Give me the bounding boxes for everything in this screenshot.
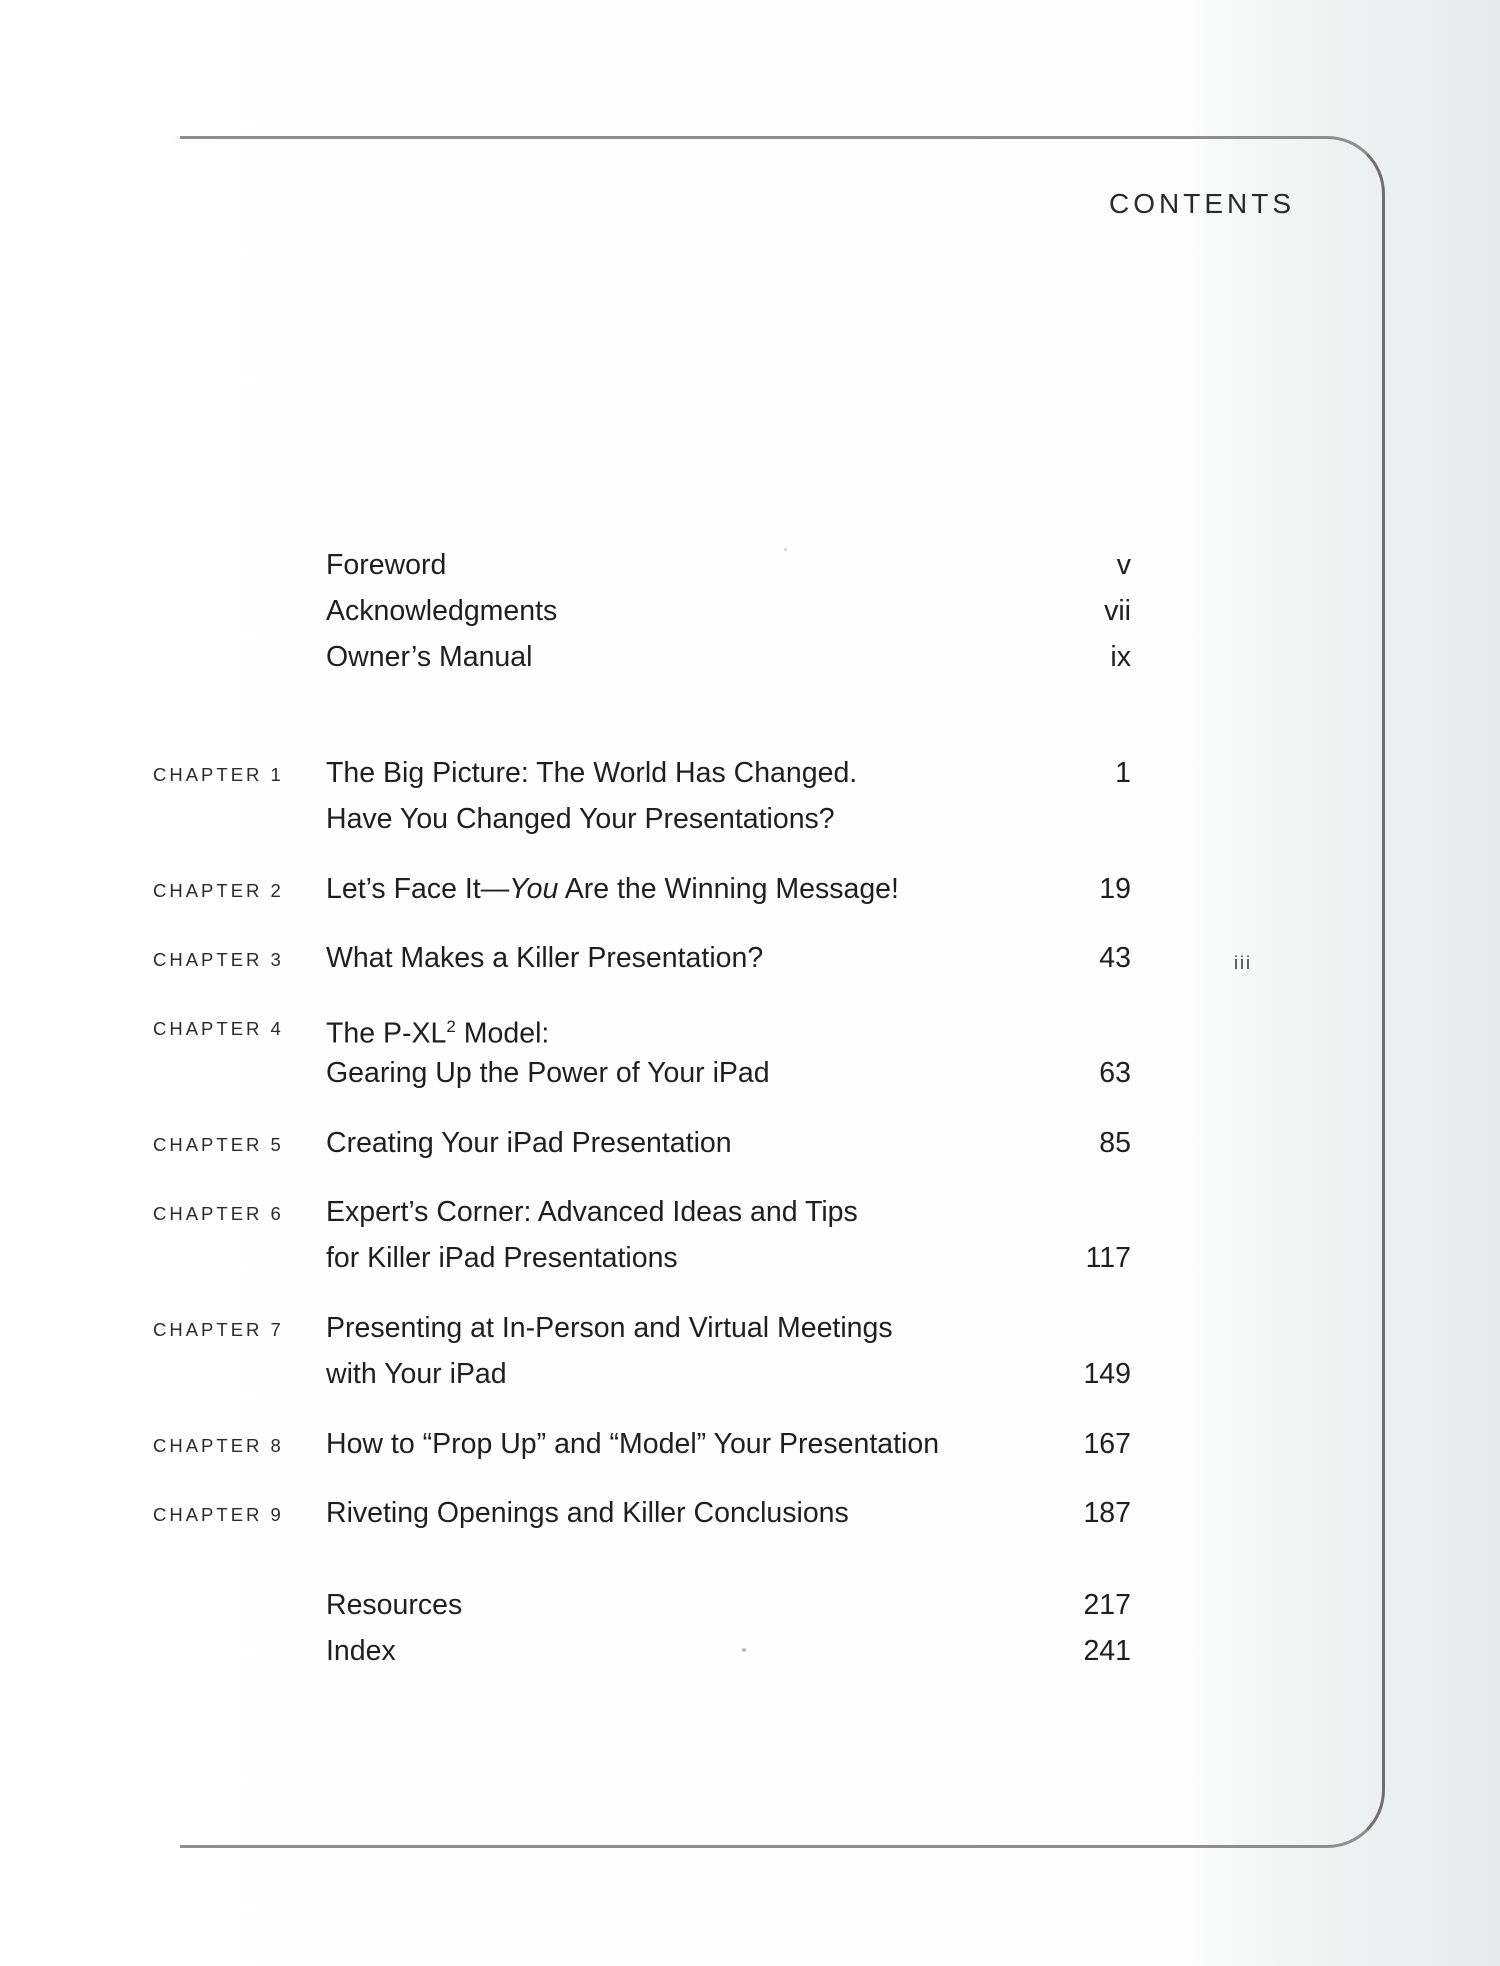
toc-entry-title: Presenting at In-Person and Virtual Meetings <box>326 1312 893 1344</box>
chapter-label: CHAPTER 1 <box>153 764 284 785</box>
toc-entry-title: Gearing Up the Power of Your iPad <box>326 1057 770 1089</box>
toc-entry-chapter-4[interactable] <box>0 1004 1500 1050</box>
toc-entry-page: 117 <box>1085 1242 1131 1274</box>
toc-entry-chapter-7-line-2[interactable] <box>0 1351 1500 1397</box>
toc-entry-page: ix <box>1110 641 1131 673</box>
toc-entry-page: 167 <box>1083 1428 1131 1460</box>
toc-entry-title: Have You Changed Your Presentations? <box>326 803 835 835</box>
toc-entry-title <box>326 1004 549 1057</box>
toc-entry-title: Index <box>326 1635 396 1667</box>
title-text: The P-XL <box>326 1017 447 1050</box>
toc-entry-page: 85 <box>1099 1127 1131 1159</box>
toc-entry-title: Riveting Openings and Killer Conclusions <box>326 1497 849 1529</box>
chapter-label: CHAPTER 3 <box>153 949 284 970</box>
chapter-label: CHAPTER 5 <box>153 1134 284 1155</box>
toc-entry-page: vii <box>1104 595 1131 627</box>
toc-entry-title: Resources <box>326 1589 463 1621</box>
toc-entry-chapter-1[interactable] <box>0 750 1500 796</box>
page-folio: iii <box>1234 953 1252 973</box>
title-text: Let’s Face It— <box>326 873 510 905</box>
title-text: Model: <box>455 1017 550 1050</box>
toc-entry-page: 19 <box>1099 873 1131 905</box>
toc-entry-page: 217 <box>1083 1589 1131 1621</box>
toc-entry-resources[interactable] <box>0 1582 1500 1628</box>
toc-entry-page: 149 <box>1083 1358 1131 1390</box>
toc-entry-chapter-1-line-2[interactable] <box>0 796 1500 842</box>
toc-entry-acknowledgments[interactable] <box>0 588 1500 634</box>
toc-entry-page: 1 <box>1115 757 1131 789</box>
toc-entry-page: 43 <box>1099 942 1131 974</box>
toc-entry-title: What Makes a Killer Presentation? <box>326 942 764 974</box>
toc-entry-chapter-8[interactable] <box>0 1421 1500 1467</box>
toc-entry-foreword[interactable] <box>0 542 1500 588</box>
toc-entry-chapter-2[interactable] <box>0 866 1500 912</box>
superscript: 2 <box>446 1017 456 1036</box>
chapter-label: CHAPTER 6 <box>153 1203 284 1224</box>
page-title: CONTENTS <box>1109 188 1295 219</box>
toc-entry-page: 241 <box>1083 1635 1131 1667</box>
scan-speck <box>742 1648 746 1652</box>
toc-entry-page: v <box>1116 549 1131 581</box>
toc-entry-chapter-5[interactable] <box>0 1120 1500 1166</box>
chapter-label: CHAPTER 7 <box>153 1319 284 1340</box>
toc-entry-title: Foreword <box>326 549 447 581</box>
toc-entry-title: Acknowledgments <box>326 595 558 627</box>
toc-entry-title: for Killer iPad Presentations <box>326 1242 678 1274</box>
toc-entry-chapter-6[interactable] <box>0 1189 1500 1235</box>
toc-entry-chapter-3[interactable] <box>0 935 1500 981</box>
toc-entry-title: with Your iPad <box>326 1358 507 1390</box>
toc-entry-title: Expert’s Corner: Advanced Ideas and Tips <box>326 1196 858 1228</box>
toc-entry-title: Creating Your iPad Presentation <box>326 1127 732 1159</box>
toc-entry-page: 63 <box>1099 1057 1131 1089</box>
chapter-label: CHAPTER 9 <box>153 1504 284 1525</box>
title-emphasis: You <box>509 873 559 905</box>
toc-entry-title: Owner’s Manual <box>326 641 533 673</box>
toc-entry-title <box>326 866 899 912</box>
toc-entry-owners-manual[interactable] <box>0 634 1500 680</box>
title-text: Are the Winning Message! <box>558 873 899 905</box>
toc-entry-title: The Big Picture: The World Has Changed. <box>326 757 858 789</box>
chapter-label: CHAPTER 2 <box>153 880 284 901</box>
toc-entry-index[interactable] <box>0 1628 1500 1674</box>
chapter-label: CHAPTER 8 <box>153 1435 284 1456</box>
toc-entry-chapter-4-line-2[interactable] <box>0 1050 1500 1096</box>
chapter-label: CHAPTER 4 <box>153 1018 284 1039</box>
toc-entry-title: How to “Prop Up” and “Model” Your Presentation <box>326 1428 940 1460</box>
toc-entry-page: 187 <box>1083 1497 1131 1529</box>
scan-speck <box>784 548 787 551</box>
toc-entry-chapter-6-line-2[interactable] <box>0 1235 1500 1281</box>
toc-entry-chapter-7[interactable] <box>0 1305 1500 1351</box>
toc-entry-chapter-9[interactable] <box>0 1490 1500 1536</box>
